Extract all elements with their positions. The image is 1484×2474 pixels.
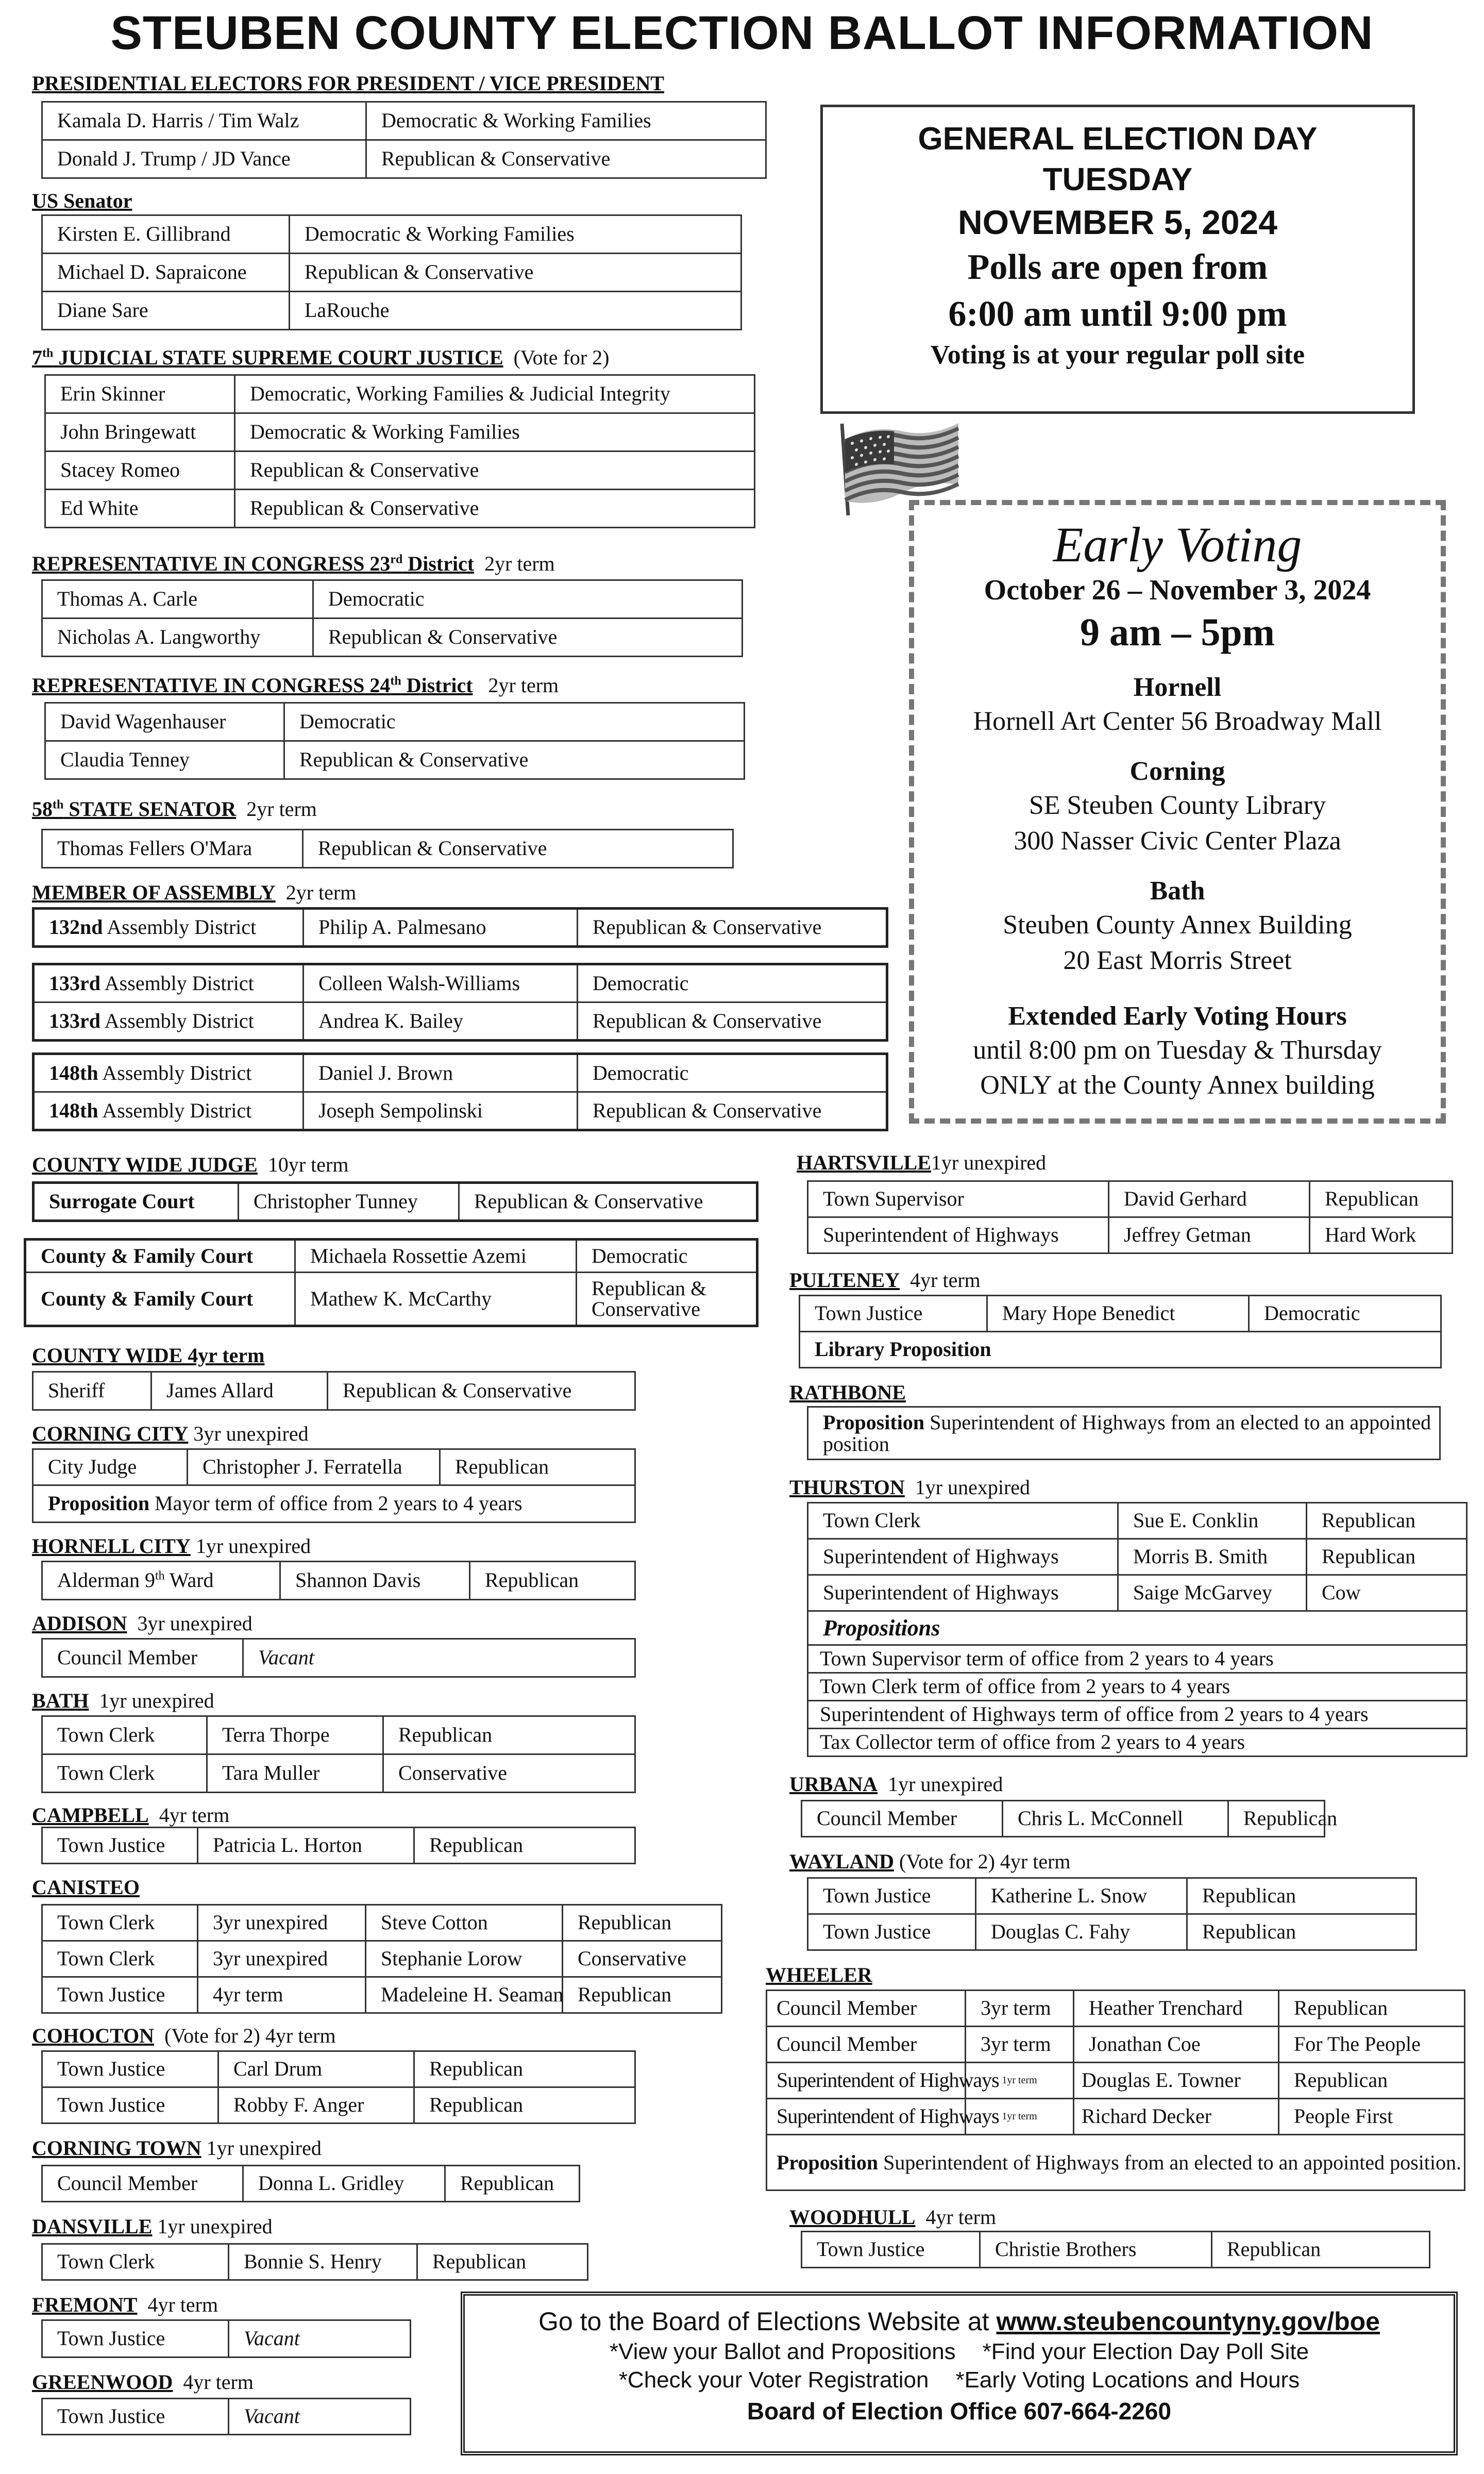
section-bath: BATH 1yr unexpired bbox=[32, 1689, 214, 1712]
table-wayland bbox=[807, 1877, 1417, 1951]
table-row: Thomas Fellers O'Mara Republican & Conservative bbox=[42, 830, 733, 868]
table-greenwood bbox=[41, 2398, 411, 2435]
table-row: Propositions bbox=[808, 1611, 1467, 1645]
table-fremont bbox=[41, 2319, 411, 2358]
table-corning-town bbox=[41, 2165, 580, 2202]
table-wheeler bbox=[766, 1990, 1465, 2191]
table-row: Proposition Superintendent of Highways from an elected to an appointed position. bbox=[767, 2135, 1465, 2191]
page-title: STEUBEN COUNTY ELECTION BALLOT INFORMATION bbox=[110, 7, 1374, 59]
section-dansville: DANSVILLE 1yr unexpired bbox=[32, 2215, 273, 2238]
table-row: Town Clerk 3yr unexpired Stephanie Lorow Conservative bbox=[42, 1941, 722, 1977]
section-corning-town: CORNING TOWN 1yr unexpired bbox=[32, 2136, 322, 2160]
section-congress-24: REPRESENTATIVE IN CONGRESS 24th District 2yr term bbox=[32, 674, 559, 697]
table-row: David Wagenhauser Democratic bbox=[45, 703, 745, 741]
table-pulteney bbox=[799, 1295, 1442, 1368]
section-pulteney: PULTENEY 4yr term bbox=[789, 1268, 981, 1292]
section-cohocton: COHOCTON (Vote for 2) 4yr term bbox=[32, 2024, 336, 2047]
table-hornell-city bbox=[41, 1561, 636, 1600]
table-row: 133rd Assembly District Andrea K. Bailey Republican & Conservative bbox=[33, 1002, 887, 1041]
table-row: Council Member Vacant bbox=[42, 1639, 635, 1677]
table-row: Nicholas A. Langworthy Republican & Conservative bbox=[42, 618, 743, 657]
table-thurston bbox=[807, 1502, 1468, 1757]
table-row: Town Clerk Terra Thorpe Republican bbox=[42, 1716, 635, 1754]
table-row: 148th Assembly District Joseph Sempolinski Republican & Conservative bbox=[33, 1092, 887, 1130]
table-row: Superintendent of Highways 1yr term Douglas E. Towner Republican bbox=[767, 2063, 1465, 2099]
early-voting-box: Early Voting October 26 – November 3, 2024 9 am – 5pm Hornell Hornell Art Center 56 Broadway Mall Corning SE Steuben County Library 300 Nasser Civic Center Plaza Bath Steuben County Annex Building 20 East Morris Street Extended Early Voting Hours until 8:00 pm on Tuesday & Thursday ONLY at the County Annex building bbox=[909, 500, 1446, 1124]
table-state-senator bbox=[41, 829, 734, 868]
table-urbana bbox=[801, 1800, 1338, 1837]
section-assembly: MEMBER OF ASSEMBLY 2yr term bbox=[32, 881, 357, 904]
table-row: 132nd Assembly District Philip A. Palmesano Republican & Conservative bbox=[33, 909, 887, 947]
table-addison bbox=[41, 1638, 636, 1678]
table-campbell bbox=[41, 1827, 636, 1864]
table-assembly-133 bbox=[32, 963, 888, 1042]
table-row: Tax Collector term of office from 2 years to 4 years bbox=[808, 1729, 1467, 1757]
table-row: Superintendent of Highways term of office from 2 years to 4 years bbox=[808, 1701, 1467, 1729]
table-assembly-132 bbox=[32, 907, 888, 948]
table-row: Council Member Chris L. McConnell Republican bbox=[802, 1801, 1325, 1837]
table-row: Town Justice Robby F. Anger Republican bbox=[42, 2087, 635, 2124]
section-corning-city: CORNING CITY 3yr unexpired bbox=[32, 1422, 309, 1445]
table-corning-city bbox=[32, 1448, 636, 1523]
section-rathbone: RATHBONE bbox=[789, 1381, 906, 1404]
section-campbell: CAMPBELL 4yr term bbox=[32, 1803, 230, 1827]
table-row: Town Clerk 3yr unexpired Steve Cotton Republican bbox=[42, 1905, 722, 1941]
table-surrogate-court bbox=[32, 1181, 758, 1222]
table-bath bbox=[41, 1715, 636, 1793]
table-row: John Bringewatt Democratic & Working Families bbox=[45, 413, 755, 452]
table-woodhull bbox=[801, 2231, 1430, 2268]
section-addison: ADDISON 3yr unexpired bbox=[32, 1612, 252, 1635]
table-row: County & Family Court Mathew K. McCarthy Republican & Conservative bbox=[25, 1273, 757, 1326]
table-congress-23 bbox=[41, 579, 743, 657]
section-hornell-city: HORNELL CITY 1yr unexpired bbox=[32, 1534, 311, 1558]
table-row: Superintendent of Highways Saige McGarvey Cow bbox=[808, 1575, 1467, 1611]
section-canisteo: CANISTEO bbox=[32, 1876, 140, 1899]
table-row: Council Member 3yr term Heather Trenchard Republican bbox=[767, 1991, 1465, 2027]
table-row: Superintendent of Highways Jeffrey Getman Hard Work bbox=[808, 1217, 1453, 1253]
table-row: Town Clerk term of office from 2 years to 4 years bbox=[808, 1673, 1467, 1701]
section-congress-23: REPRESENTATIVE IN CONGRESS 23rd District 2yr term bbox=[32, 552, 555, 575]
table-row: 133rd Assembly District Colleen Walsh-Williams Democratic bbox=[33, 964, 887, 1002]
section-woodhull: WOODHULL 4yr term bbox=[789, 2205, 997, 2229]
table-row: Town Clerk Sue E. Conklin Republican bbox=[808, 1503, 1467, 1539]
table-row: Surrogate Court Christopher Tunney Republican & Conservative bbox=[33, 1183, 757, 1221]
table-row: Alderman 9th Ward Shannon Davis Republican bbox=[42, 1562, 635, 1600]
table-row: Town Justice Christie Brothers Republican bbox=[802, 2232, 1430, 2268]
table-supreme-court bbox=[44, 374, 755, 528]
table-rathbone bbox=[807, 1406, 1441, 1460]
table-row: Town Supervisor term of office from 2 years to 4 years bbox=[808, 1645, 1467, 1673]
section-presidential bbox=[32, 72, 664, 95]
section-state-senator: 58th STATE SENATOR 2yr term bbox=[32, 797, 317, 821]
table-row: Town Clerk Bonnie S. Henry Republican bbox=[42, 2244, 588, 2280]
section-wayland: WAYLAND (Vote for 2) 4yr term bbox=[789, 1850, 1071, 1873]
table-row: Superintendent of Highways 1yr term Richard Decker People First bbox=[767, 2099, 1465, 2135]
table-row: Superintendent of Highways Morris B. Smith Republican bbox=[808, 1539, 1467, 1575]
table-row: County & Family Court Michaela Rossettie Azemi Democratic bbox=[25, 1240, 757, 1273]
table-row: Town Justice Vacant bbox=[42, 2399, 411, 2435]
table-row: Town Justice 4yr term Madeleine H. Seaman Republican bbox=[42, 1977, 722, 2013]
table-cohocton bbox=[41, 2050, 636, 2124]
table-row: Council Member Donna L. Gridley Republican bbox=[42, 2166, 580, 2202]
general-election-box: GENERAL ELECTION DAY TUESDAY NOVEMBER 5, 2024 Polls are open from 6:00 am until 9:00 pm Voting is at your regular poll site bbox=[820, 105, 1415, 414]
section-county-wide: COUNTY WIDE 4yr term bbox=[32, 1344, 265, 1367]
section-county-judge: COUNTY WIDE JUDGE 10yr term bbox=[32, 1153, 349, 1176]
section-title: PRESIDENTIAL ELECTORS FOR PRESIDENT / VICE PRESIDENT bbox=[32, 72, 665, 95]
section-us-senator: US Senator bbox=[32, 189, 132, 212]
section-supreme-court: 7th JUDICIAL STATE SUPREME COURT JUSTICE (Vote for 2) bbox=[32, 346, 610, 369]
table-row: Diane Sare LaRouche bbox=[42, 292, 741, 330]
table-presidential bbox=[41, 101, 767, 179]
table-assembly-148 bbox=[32, 1052, 888, 1131]
table-row: Town Justice Patricia L. Horton Republican bbox=[42, 1828, 635, 1864]
table-us-senator bbox=[41, 214, 742, 330]
table-row: Town Justice Douglas C. Fahy Republican bbox=[808, 1914, 1416, 1950]
table-hartsville bbox=[807, 1180, 1453, 1254]
table-row: City Judge Christopher J. Ferratella Republican bbox=[33, 1449, 635, 1485]
table-county-family-court bbox=[24, 1238, 758, 1327]
table-row: Proposition Superintendent of Highways from an elected to an appointed position bbox=[808, 1407, 1440, 1460]
table-row: Library Proposition bbox=[800, 1332, 1441, 1368]
table-row: Stacey Romeo Republican & Conservative bbox=[45, 452, 755, 490]
table-row: Town Justice Katherine L. Snow Republican bbox=[808, 1878, 1416, 1914]
table-row: 148th Assembly District Daniel J. Brown Democratic bbox=[33, 1054, 887, 1092]
table-row: Michael D. Sapraicone Republican & Conservative bbox=[42, 254, 741, 292]
section-hartsville: HARTSVILLE1yr unexpired bbox=[797, 1151, 1047, 1174]
section-greenwood: GREENWOOD 4yr term bbox=[32, 2370, 254, 2394]
table-dansville bbox=[41, 2243, 588, 2281]
table-row: Town Justice Vacant bbox=[42, 2320, 411, 2358]
table-row: Kamala D. Harris / Tim Walz Democratic & Working Families bbox=[42, 102, 766, 140]
table-congress-24 bbox=[44, 702, 745, 780]
section-fremont: FREMONT 4yr term bbox=[32, 2293, 218, 2316]
table-row: Proposition Mayor term of office from 2 years to 4 years bbox=[33, 1485, 635, 1523]
table-row: Sheriff James Allard Republican & Conservative bbox=[33, 1372, 635, 1410]
table-row: Ed White Republican & Conservative bbox=[45, 490, 755, 528]
table-row: Kirsten E. Gillibrand Democratic & Working Families bbox=[42, 215, 741, 254]
table-row: Erin Skinner Democratic, Working Families & Judicial Integrity bbox=[45, 375, 755, 413]
table-row: Town Supervisor David Gerhard Republican bbox=[808, 1181, 1453, 1217]
section-wheeler: WHEELER bbox=[766, 1963, 872, 1986]
table-row: Town Justice Carl Drum Republican bbox=[42, 2051, 635, 2087]
table-row: Town Clerk Tara Muller Conservative bbox=[42, 1754, 635, 1793]
table-row: Claudia Tenney Republican & Conservative bbox=[45, 741, 745, 779]
board-of-elections-box: Go to the Board of Elections Website at www.steubencountyny.gov/boe *View your Ballot and Propositions *Find your Election Day Poll Site *Check your Voter Registration *Early Voting Locations and Hours Board of Election Office 607-664-2260 bbox=[461, 2292, 1458, 2455]
table-row: Donald J. Trump / JD Vance Republican & Conservative bbox=[42, 140, 766, 178]
section-thurston: THURSTON 1yr unexpired bbox=[789, 1476, 1031, 1499]
boe-website-link[interactable]: www.steubencountyny.gov/boe bbox=[996, 2307, 1380, 2336]
table-row: Council Member 3yr term Jonathan Coe For The People bbox=[767, 2027, 1465, 2063]
table-row: Thomas A. Carle Democratic bbox=[42, 580, 743, 618]
table-sheriff bbox=[32, 1371, 636, 1411]
table-canisteo bbox=[41, 1904, 722, 2014]
table-row: Town Justice Mary Hope Benedict Democratic bbox=[800, 1296, 1441, 1332]
section-urbana: URBANA 1yr unexpired bbox=[789, 1773, 1003, 1796]
